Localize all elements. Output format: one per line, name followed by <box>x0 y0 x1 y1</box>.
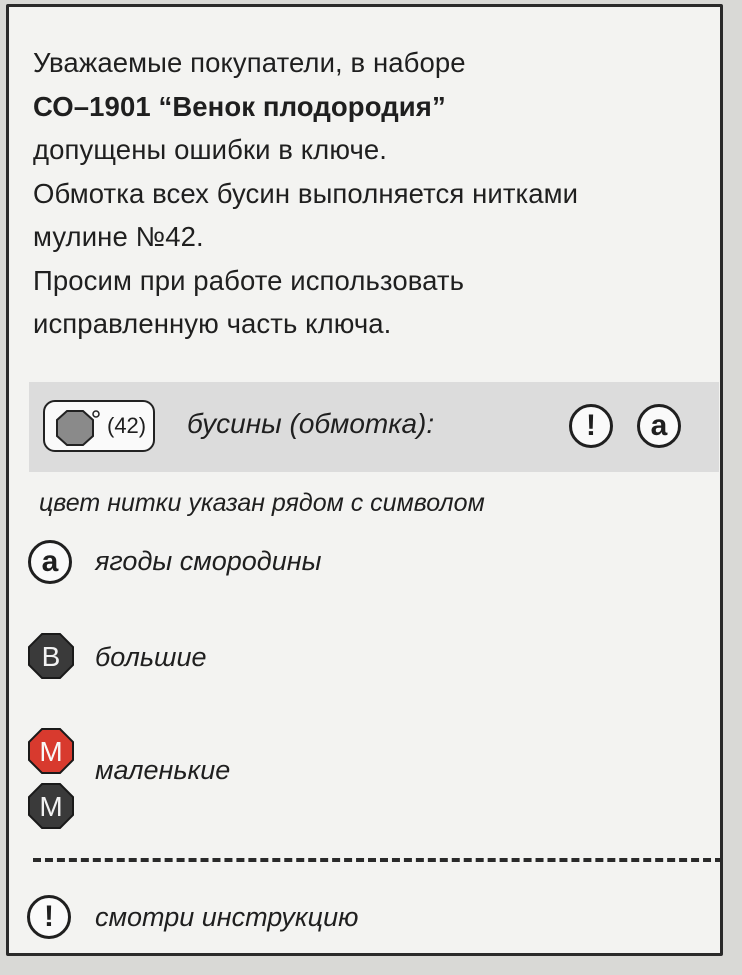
notice-line-5: мулине №42. <box>33 221 204 252</box>
bead-symbol-box <box>43 400 155 452</box>
currant-berries-label: ягоды смородины <box>95 546 322 576</box>
bead-key-band <box>29 382 719 472</box>
bead-symbol-number: (42) <box>107 413 147 438</box>
notice-text <box>33 41 713 346</box>
big-label: большие <box>95 642 207 672</box>
big-bead-letter: B <box>41 641 61 672</box>
notice-card <box>6 4 723 956</box>
small-bead-dark-octagon-icon <box>27 782 75 830</box>
small-label: маленькие <box>95 755 231 785</box>
attention-icon: ! <box>27 895 71 939</box>
notice-line-6: Просим при работе использовать <box>33 264 465 296</box>
attention-icon: ! <box>569 404 613 448</box>
marker-a-icon: a <box>28 540 72 584</box>
notice-line-1: Уважаемые покупатели, в наборе <box>33 47 466 78</box>
bead-octagon-icon <box>53 408 103 448</box>
dashed-divider <box>33 858 723 862</box>
small-bead-dark-letter: M <box>39 791 63 822</box>
bead-wrap-label: бусины (обмотка): <box>187 408 435 439</box>
small-bead-red-octagon-icon <box>27 727 75 775</box>
notice-set-name: СО–1901 “Венок плодородия” <box>33 90 446 122</box>
big-bead-octagon-icon <box>27 632 75 680</box>
small-bead-red-letter: M <box>39 736 63 767</box>
marker-a-icon: a <box>637 404 681 448</box>
notice-line-3: допущены ошибки в ключе. <box>33 134 388 165</box>
notice-line-4: Обмотка всех бусин выполняется нитками <box>33 177 579 209</box>
see-instructions-label: смотри инструкцию <box>95 902 359 932</box>
color-note: цвет нитки указан рядом с символом <box>39 489 485 517</box>
notice-line-7: исправленную часть ключа. <box>33 308 392 339</box>
